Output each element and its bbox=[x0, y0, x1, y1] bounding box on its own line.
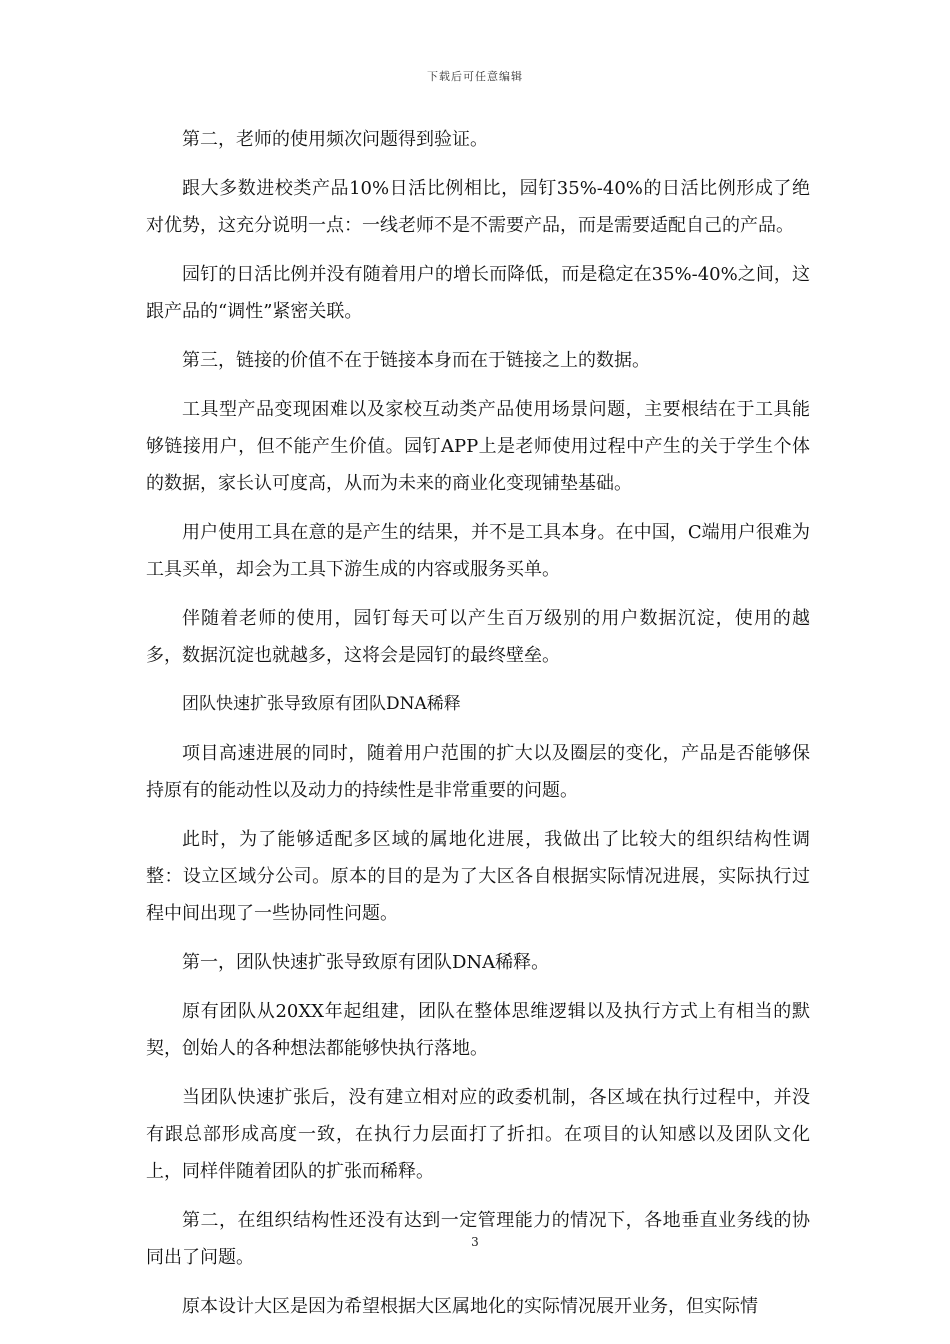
paragraph: 此时，为了能够适配多区域的属地化进展，我做出了比较大的组织结构性调整：设立区域分公司。原本的目的是为了大区各自根据实际情况进展，实际执行过程中间出现了一些协同性问题。 bbox=[146, 829, 810, 924]
paragraph: 园钉的日活比例并没有随着用户的增长而降低，而是稳定在35%-40%之间，这跟产品的“调性”紧密关联。 bbox=[146, 264, 810, 322]
paragraph: 原有团队从20XX年起组建，团队在整体思维逻辑以及执行方式上有相当的默契，创始人的各种想法都能够快执行落地。 bbox=[146, 1001, 810, 1059]
paragraph: 第三，链接的价值不在于链接本身而在于链接之上的数据。 bbox=[182, 350, 650, 371]
paragraph: 用户使用工具在意的是产生的结果，并不是工具本身。在中国，C端用户很难为工具买单，却会为工具下游生成的内容或服务买单。 bbox=[146, 522, 810, 580]
page-number: 3 bbox=[471, 1235, 479, 1249]
document-body bbox=[146, 121, 810, 1337]
paragraph: 原本设计大区是因为希望根据大区属地化的实际情况展开业务，但实际情 bbox=[182, 1296, 758, 1317]
page-header: 下载后可任意编辑 bbox=[427, 70, 523, 83]
paragraph: 第二，在组织结构性还没有达到一定管理能力的情况下，各地垂直业务线的协同出了问题。 bbox=[146, 1210, 810, 1268]
paragraph: 当团队快速扩张后，没有建立相对应的政委机制，各区域在执行过程中，并没有跟总部形成高度一致，在执行力层面打了折扣。在项目的认知感以及团队文化上，同样伴随着团队的扩张而稀释。 bbox=[146, 1087, 810, 1182]
paragraph: 第一，团队快速扩张导致原有团队DNA稀释。 bbox=[182, 952, 550, 973]
paragraph: 伴随着老师的使用，园钉每天可以产生百万级别的用户数据沉淀，使用的越多，数据沉淀也就越多，这将会是园钉的最终壁垒。 bbox=[146, 608, 810, 666]
paragraph: 工具型产品变现困难以及家校互动类产品使用场景问题，主要根结在于工具能够链接用户，但不能产生价值。园钉APP上是老师使用过程中产生的关于学生个体的数据，家长认可度高，从而为未来的商业化变现铺垫基础。 bbox=[146, 399, 810, 494]
paragraph: 项目高速进展的同时，随着用户范围的扩大以及圈层的变化，产品是否能够保持原有的能动性以及动力的持续性是非常重要的问题。 bbox=[146, 743, 810, 801]
section-heading: 团队快速扩张导致原有团队DNA稀释 bbox=[182, 694, 461, 714]
paragraph: 跟大多数进校类产品10%日活比例相比，园钉35%-40%的日活比例形成了绝对优势，这充分说明一点：一线老师不是不需要产品，而是需要适配自己的产品。 bbox=[146, 178, 810, 236]
paragraph: 第二，老师的使用频次问题得到验证。 bbox=[182, 129, 488, 150]
